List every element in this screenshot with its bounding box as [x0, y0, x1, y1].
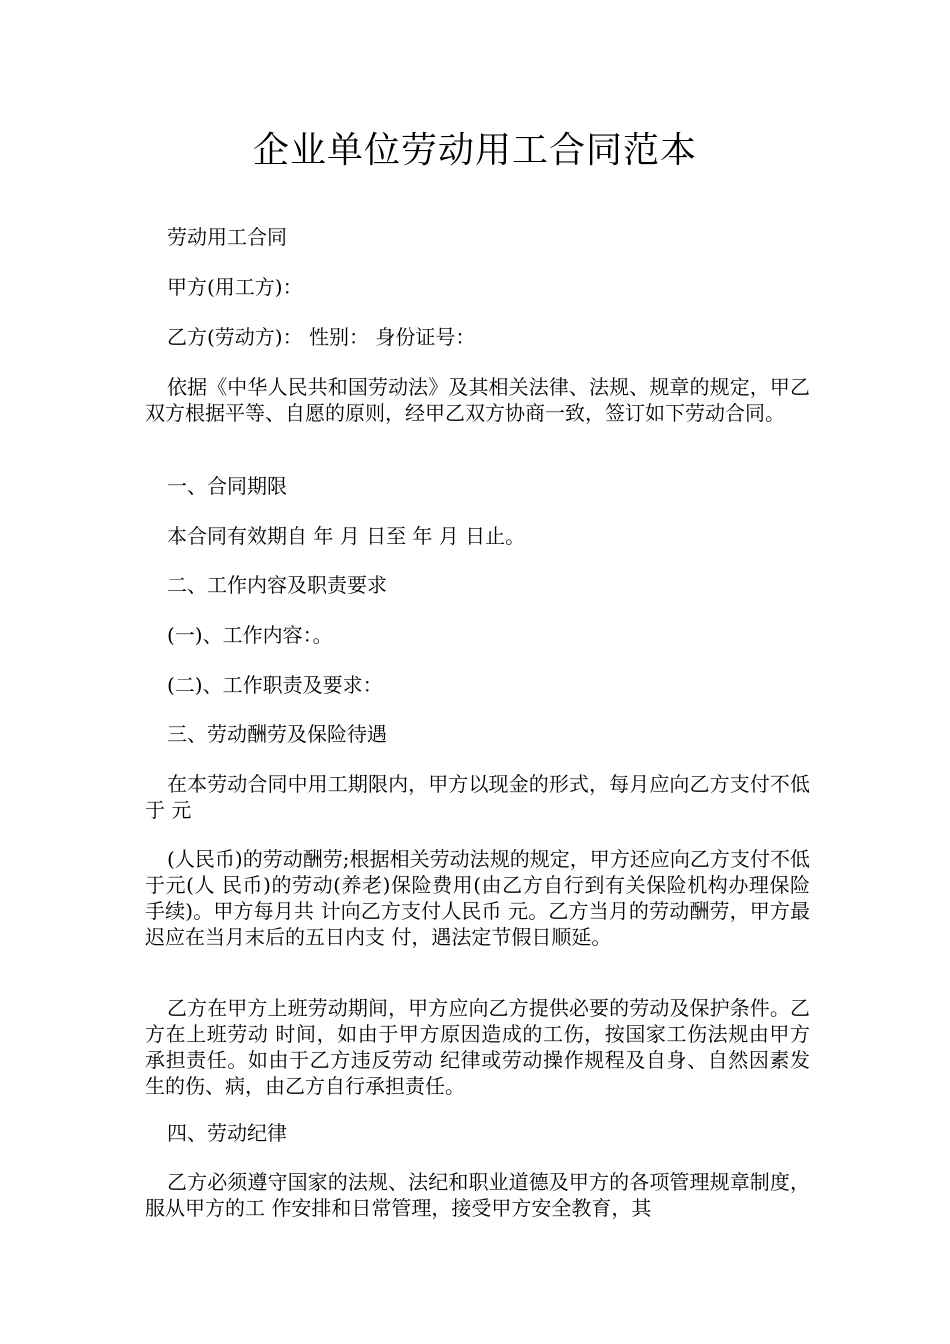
paragraph-party-a: 甲方(用工方)：	[167, 275, 303, 299]
paragraph-party-b: 乙方(劳动方)： 性别： 身份证号：	[167, 325, 476, 349]
paragraph-term: 本合同有效期自 年 月 日至 年 月 日止。	[167, 524, 526, 548]
paragraph-protection: 乙方在甲方上班劳动期间，甲方应向乙方提供必要的劳动及保护条件。乙方在上班劳动 时间，如由于甲方原因造成的工伤，按国家工伤法规由甲方承担责任。如由于乙方违反劳动 纪律或劳动操作规程及自身、自然因素发生的伤、病，由乙方自行承担责任。	[145, 996, 810, 1098]
paragraph-work-duties: (二)、工作职责及要求：	[167, 673, 383, 697]
section-heading-discipline: 四、劳动纪律	[167, 1121, 287, 1145]
document-title: 企业单位劳动用工合同范本	[252, 130, 697, 171]
paragraph-discipline: 乙方必须遵守国家的法规、法纪和职业道德及甲方的各项管理规章制度，服从甲方的工 作安排和日常管理，接受甲方安全教育，其	[145, 1170, 810, 1220]
paragraph-pay: 在本劳动合同中用工期限内，甲方以现金的形式，每月应向乙方支付不低于 元	[145, 772, 810, 822]
section-heading-pay: 三、劳动酬劳及保险待遇	[167, 722, 387, 746]
paragraph-insurance: (人民币)的劳动酬劳;根据相关劳动法规的规定，甲方还应向乙方支付不低于元(人 民币)的劳动(养老)保险费用(由乙方自行到有关保险机构办理保险手续)。甲方每月共 计向乙方支付人民币 元。乙方当月的劳动酬劳，甲方最迟应在当月末后的五日内支 付，遇法定节假日顺延。	[145, 847, 810, 949]
section-heading-term: 一、合同期限	[167, 474, 287, 498]
section-heading-work: 二、工作内容及职责要求	[167, 573, 387, 597]
paragraph-work-content: (一)、工作内容：。	[167, 623, 333, 647]
paragraph-contract-heading: 劳动用工合同	[167, 225, 287, 249]
paragraph-preamble: 依据《中华人民共和国劳动法》及其相关法律、法规、规章的规定，甲乙双方根据平等、自愿的原则，经甲乙双方协商一致，签订如下劳动合同。	[145, 375, 810, 425]
